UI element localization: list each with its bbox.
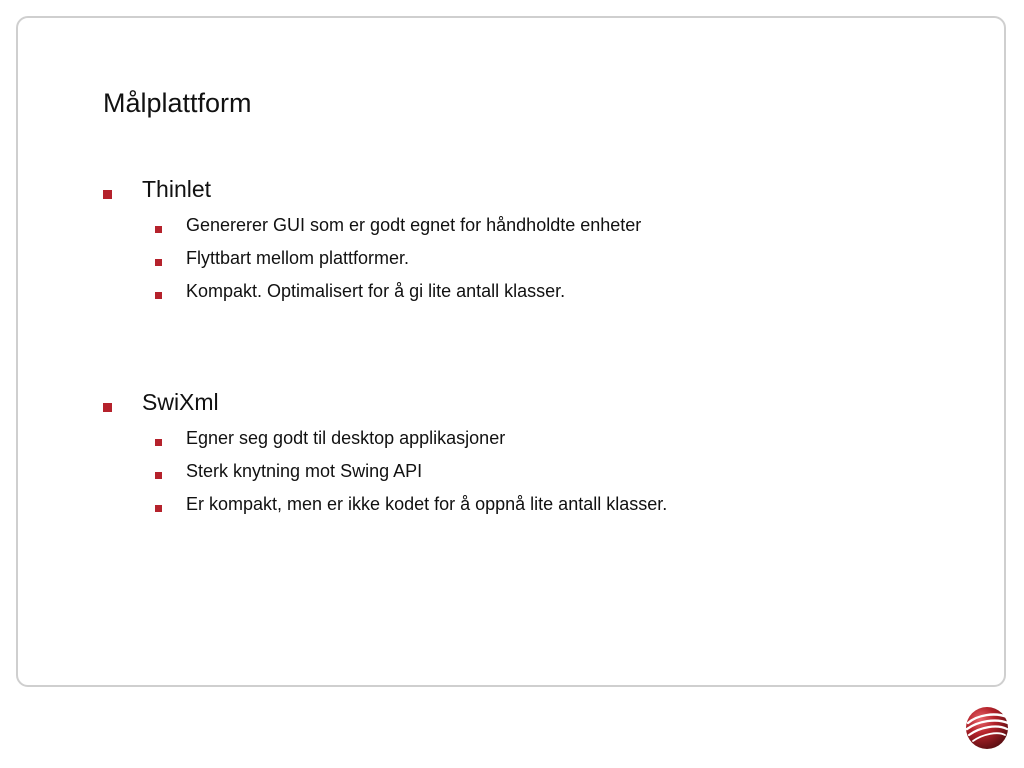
square-bullet-icon	[155, 292, 162, 299]
square-bullet-icon	[103, 190, 112, 199]
square-bullet-icon	[155, 439, 162, 446]
section-heading: Thinlet	[142, 176, 212, 202]
bullet-text: Genererer GUI som er godt egnet for håndholdte enheter	[186, 215, 642, 235]
square-bullet-icon	[155, 259, 162, 266]
square-bullet-icon	[155, 472, 162, 479]
section-heading: SwiXml	[142, 389, 219, 415]
bullet-text: Sterk knytning mot Swing API	[186, 461, 423, 481]
red-sphere-logo-icon	[965, 706, 1009, 750]
square-bullet-icon	[155, 226, 162, 233]
bullet-text: Kompakt. Optimalisert for å gi lite antall klasser.	[186, 281, 566, 301]
slide-title: Målplattform	[103, 88, 252, 118]
square-bullet-icon	[103, 403, 112, 412]
square-bullet-icon	[155, 505, 162, 512]
bullet-text: Er kompakt, men er ikke kodet for å oppnå lite antall klasser.	[186, 494, 668, 514]
bullet-text: Egner seg godt til desktop applikasjoner	[186, 428, 506, 448]
bullet-text: Flyttbart mellom plattformer.	[186, 248, 410, 268]
